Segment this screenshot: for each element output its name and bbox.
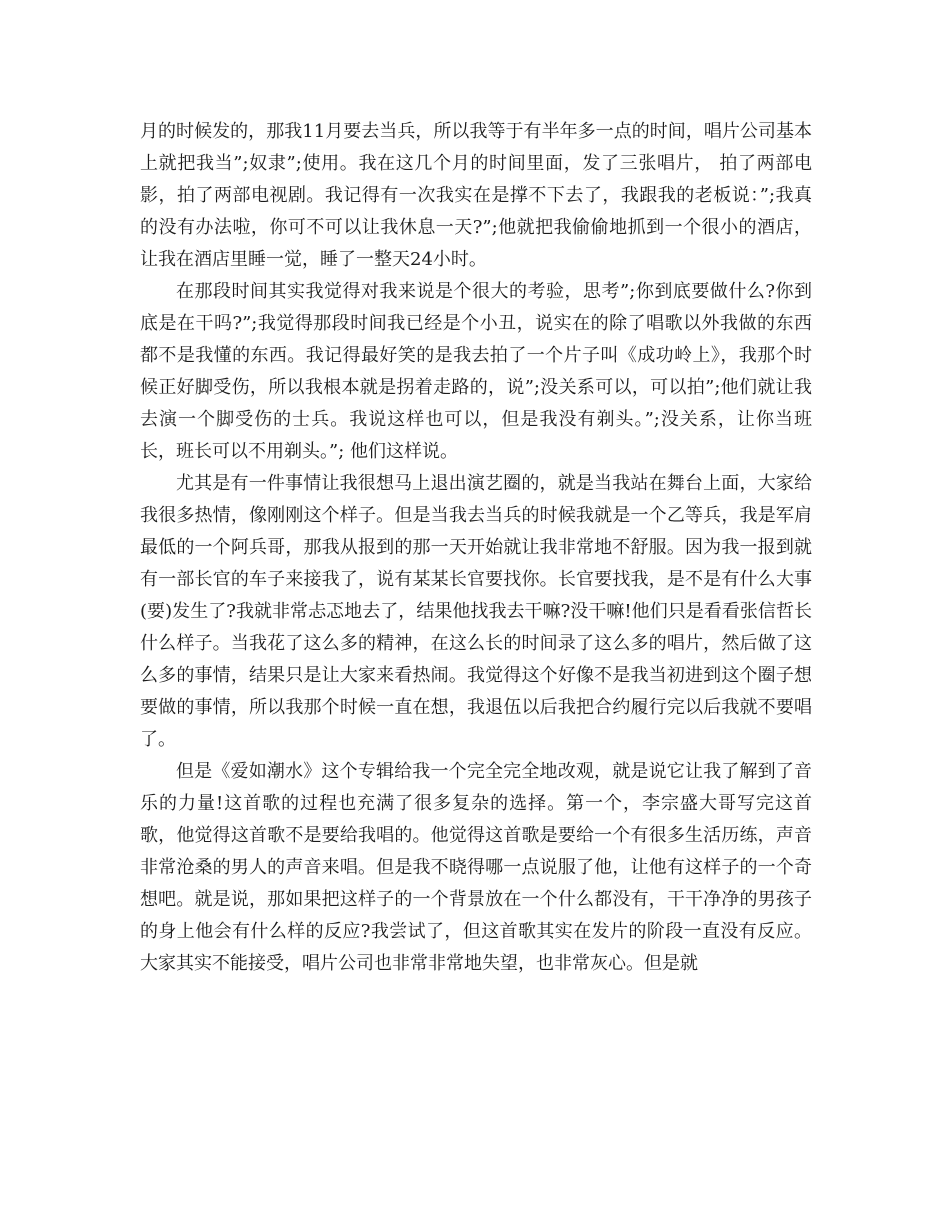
paragraph-1: 月的时候发的，那我11月要去当兵，所以我等于有半年多一点的时间，唱片公司基本上就把我当”;奴隶”;使用。我在这几个月的时间里面，发了三张唱片， 拍了两部电影，拍了两部电视剧。我记得有一次我实在是撑不下去了，我跟我的老板说：”;我真的没有办法啦，你可不可以让我休息一天?”;他就把我偷偷地抓到一个很小的酒店，让我在酒店里睡一觉，睡了一整天24小时。 [140,121,812,270]
paragraph-4: 但是《爱如潮水》这个专辑给我一个完全完全地改观，就是说它让我了解到了音乐的力量!这首歌的过程也充满了很多复杂的选择。第一个，李宗盛大哥写完这首歌，他觉得这首歌不是要给我唱的。他觉得这首歌是要给一个有很多生活历练，声音非常沧桑的男人的声音来唱。但是我不晓得哪一点说服了他，让他有这样子的一个奇想吧。就是说，那如果把这样子的一个背景放在一个什么都没有，干干净净的男孩子的身上他会有什么样的反应?我尝试了，但这首歌其实在发片的阶段一直没有反应。大家其实不能接受，唱片公司也非常非常地失望，也非常灰心。但是就 [140,761,812,974]
paragraph-3: 尤其是有一件事情让我很想马上退出演艺圈的，就是当我站在舞台上面，大家给我很多热情，像刚刚这个样子。但是当我去当兵的时候我就是一个乙等兵，我是军肩最低的一个阿兵哥，那我从报到的那一天开始就让我非常地不舒服。因为我一报到就有一部长官的车子来接我了，说有某某长官要找你。长官要找我，是不是有什么大事(要)发生了?我就非常忐忑地去了，结果他找我去干嘛?没干嘛!他们只是看看张信哲长什么样子。当我花了这么多的精神，在这么长的时间录了这么多的唱片，然后做了这么多的事情，结果只是让大家来看热闹。我觉得这个好像不是我当初进到这个圈子想要做的事情，所以我那个时候一直在想，我退伍以后我把合约履行完以后我就不要唱了。 [140,473,812,750]
paragraph-2: 在那段时间其实我觉得对我来说是个很大的考验，思考”;你到底要做什么?你到底是在干吗?”;我觉得那段时间我已经是个小丑，说实在的除了唱歌以外我做的东西都不是我懂的东西。我记得最好笑的是我去拍了一个片子叫《成功岭上》，我那个时候正好脚受伤，所以我根本就是拐着走路的，说”;没关系可以，可以拍”;他们就让我去演一个脚受伤的士兵。我说这样也可以，但是我没有剃头。”;没关系，让你当班长，班长可以不用剃头。”; 他们这样说。 [140,281,812,462]
document-body [140,116,812,980]
